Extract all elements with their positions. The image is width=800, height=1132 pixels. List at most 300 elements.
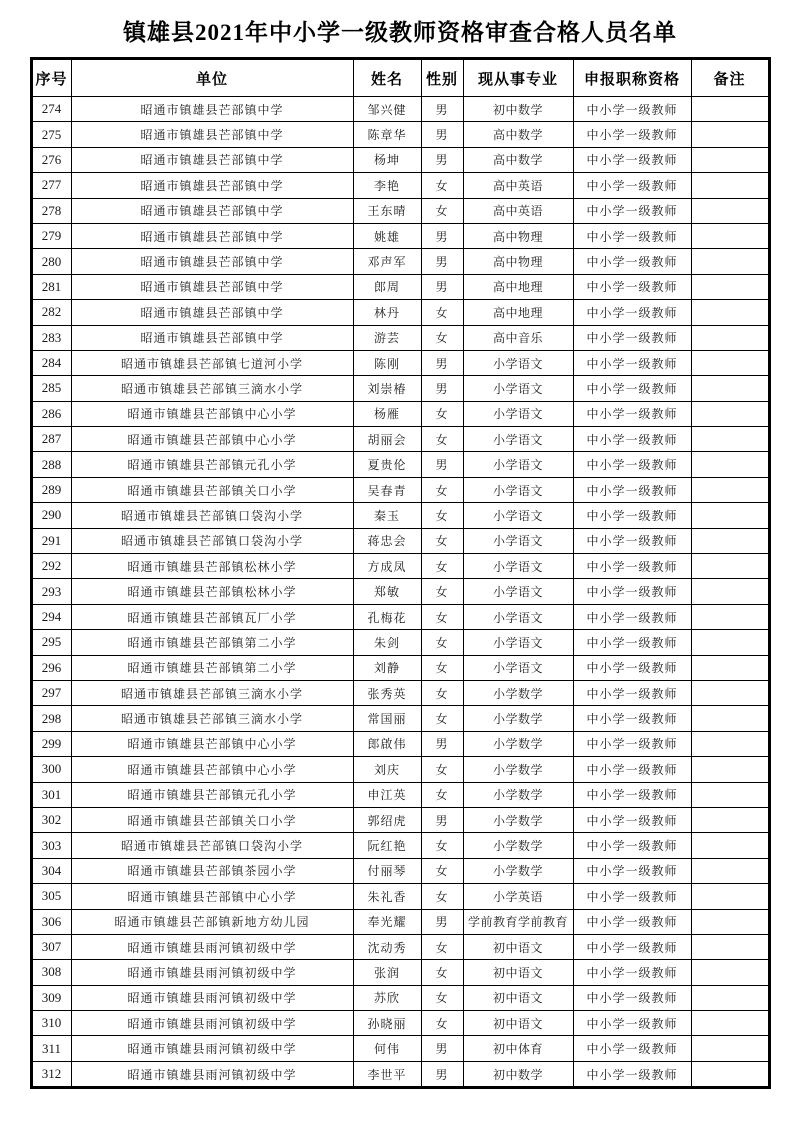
cell-index: 274 xyxy=(31,97,71,122)
cell-gender: 女 xyxy=(421,477,463,502)
table-row xyxy=(31,782,769,807)
cell-major: 高中数学 xyxy=(463,147,573,172)
table-row xyxy=(31,884,769,909)
cell-index: 305 xyxy=(31,884,71,909)
table-row xyxy=(31,909,769,934)
cell-title: 中小学一级教师 xyxy=(573,477,691,502)
cell-major: 小学语文 xyxy=(463,401,573,426)
cell-name: 何伟 xyxy=(353,1036,421,1061)
cell-remark xyxy=(691,630,769,655)
cell-title: 中小学一级教师 xyxy=(573,1011,691,1036)
table-row xyxy=(31,858,769,883)
column-header-name: 姓名 xyxy=(353,59,421,97)
cell-name: 蒋忠会 xyxy=(353,528,421,553)
table-row xyxy=(31,731,769,756)
cell-title: 中小学一级教师 xyxy=(573,655,691,680)
cell-title: 中小学一级教师 xyxy=(573,630,691,655)
table-row xyxy=(31,173,769,198)
table-row xyxy=(31,427,769,452)
cell-title: 中小学一级教师 xyxy=(573,1036,691,1061)
cell-unit: 昭通市镇雄县芒部镇中学 xyxy=(71,97,353,122)
cell-major: 初中体育 xyxy=(463,1036,573,1061)
table-row xyxy=(31,604,769,629)
cell-index: 294 xyxy=(31,604,71,629)
table-row xyxy=(31,680,769,705)
table-row xyxy=(31,757,769,782)
cell-name: 夏贵伦 xyxy=(353,452,421,477)
cell-unit: 昭通市镇雄县芒部镇三滴水小学 xyxy=(71,706,353,731)
cell-remark xyxy=(691,325,769,350)
cell-index: 297 xyxy=(31,680,71,705)
cell-unit: 昭通市镇雄县雨河镇初级中学 xyxy=(71,1061,353,1087)
cell-title: 中小学一级教师 xyxy=(573,350,691,375)
cell-unit: 昭通市镇雄县芒部镇中学 xyxy=(71,249,353,274)
cell-major: 初中数学 xyxy=(463,1061,573,1087)
cell-unit: 昭通市镇雄县芒部镇口袋沟小学 xyxy=(71,528,353,553)
cell-index: 293 xyxy=(31,579,71,604)
cell-index: 300 xyxy=(31,757,71,782)
cell-unit: 昭通市镇雄县芒部镇关口小学 xyxy=(71,477,353,502)
cell-unit: 昭通市镇雄县雨河镇初级中学 xyxy=(71,1011,353,1036)
cell-gender: 女 xyxy=(421,782,463,807)
cell-name: 付丽琴 xyxy=(353,858,421,883)
cell-unit: 昭通市镇雄县芒部镇中学 xyxy=(71,300,353,325)
cell-unit: 昭通市镇雄县芒部镇中学 xyxy=(71,173,353,198)
cell-major: 高中音乐 xyxy=(463,325,573,350)
cell-major: 小学语文 xyxy=(463,376,573,401)
cell-index: 304 xyxy=(31,858,71,883)
cell-name: 秦玉 xyxy=(353,503,421,528)
cell-major: 小学数学 xyxy=(463,858,573,883)
table-row xyxy=(31,554,769,579)
cell-unit: 昭通市镇雄县雨河镇初级中学 xyxy=(71,985,353,1010)
cell-remark xyxy=(691,249,769,274)
cell-remark xyxy=(691,731,769,756)
cell-title: 中小学一级教师 xyxy=(573,198,691,223)
cell-remark xyxy=(691,452,769,477)
cell-unit: 昭通市镇雄县芒部镇关口小学 xyxy=(71,807,353,832)
cell-title: 中小学一级教师 xyxy=(573,173,691,198)
cell-major: 小学语文 xyxy=(463,630,573,655)
cell-name: 奉光耀 xyxy=(353,909,421,934)
cell-index: 290 xyxy=(31,503,71,528)
table-row xyxy=(31,401,769,426)
cell-gender: 男 xyxy=(421,1061,463,1087)
cell-name: 邹兴健 xyxy=(353,97,421,122)
table-row xyxy=(31,706,769,731)
cell-major: 初中数学 xyxy=(463,97,573,122)
cell-title: 中小学一级教师 xyxy=(573,985,691,1010)
cell-gender: 男 xyxy=(421,807,463,832)
cell-major: 高中地理 xyxy=(463,274,573,299)
table-row xyxy=(31,807,769,832)
cell-gender: 女 xyxy=(421,630,463,655)
cell-name: 朱礼香 xyxy=(353,884,421,909)
cell-major: 高中英语 xyxy=(463,198,573,223)
cell-gender: 男 xyxy=(421,909,463,934)
cell-major: 小学语文 xyxy=(463,452,573,477)
cell-name: 孙晓丽 xyxy=(353,1011,421,1036)
cell-name: 刘崇椿 xyxy=(353,376,421,401)
cell-name: 张润 xyxy=(353,960,421,985)
cell-name: 郭绍虎 xyxy=(353,807,421,832)
cell-index: 299 xyxy=(31,731,71,756)
cell-index: 275 xyxy=(31,122,71,147)
cell-name: 游芸 xyxy=(353,325,421,350)
cell-title: 中小学一级教师 xyxy=(573,757,691,782)
cell-gender: 女 xyxy=(421,325,463,350)
cell-major: 高中英语 xyxy=(463,173,573,198)
table-header-row xyxy=(31,59,769,97)
cell-name: 郑敏 xyxy=(353,579,421,604)
table-row xyxy=(31,1011,769,1036)
cell-remark xyxy=(691,757,769,782)
cell-index: 303 xyxy=(31,833,71,858)
cell-index: 283 xyxy=(31,325,71,350)
cell-major: 小学数学 xyxy=(463,757,573,782)
cell-unit: 昭通市镇雄县雨河镇初级中学 xyxy=(71,1036,353,1061)
cell-index: 312 xyxy=(31,1061,71,1087)
cell-gender: 女 xyxy=(421,173,463,198)
cell-title: 中小学一级教师 xyxy=(573,604,691,629)
cell-major: 小学语文 xyxy=(463,579,573,604)
cell-title: 中小学一级教师 xyxy=(573,376,691,401)
cell-remark xyxy=(691,528,769,553)
cell-remark xyxy=(691,1061,769,1087)
cell-remark xyxy=(691,985,769,1010)
table-row xyxy=(31,198,769,223)
cell-title: 中小学一级教师 xyxy=(573,960,691,985)
cell-gender: 女 xyxy=(421,655,463,680)
cell-index: 302 xyxy=(31,807,71,832)
cell-name: 朱剑 xyxy=(353,630,421,655)
cell-unit: 昭通市镇雄县芒部镇中学 xyxy=(71,223,353,248)
cell-major: 小学数学 xyxy=(463,833,573,858)
cell-index: 286 xyxy=(31,401,71,426)
cell-gender: 女 xyxy=(421,579,463,604)
cell-title: 中小学一级教师 xyxy=(573,528,691,553)
cell-gender: 女 xyxy=(421,427,463,452)
table-row xyxy=(31,528,769,553)
cell-index: 291 xyxy=(31,528,71,553)
cell-remark xyxy=(691,858,769,883)
cell-gender: 男 xyxy=(421,122,463,147)
cell-gender: 女 xyxy=(421,680,463,705)
cell-title: 中小学一级教师 xyxy=(573,122,691,147)
page-title: 镇雄县2021年中小学一级教师资格审查合格人员名单 xyxy=(123,20,677,45)
cell-name: 陈章华 xyxy=(353,122,421,147)
cell-major: 高中物理 xyxy=(463,249,573,274)
cell-unit: 昭通市镇雄县芒部镇中心小学 xyxy=(71,884,353,909)
table-row xyxy=(31,579,769,604)
cell-name: 张秀英 xyxy=(353,680,421,705)
cell-gender: 女 xyxy=(421,706,463,731)
table-row xyxy=(31,503,769,528)
cell-index: 307 xyxy=(31,934,71,959)
cell-title: 中小学一级教师 xyxy=(573,807,691,832)
cell-gender: 男 xyxy=(421,274,463,299)
cell-index: 308 xyxy=(31,960,71,985)
cell-unit: 昭通市镇雄县芒部镇三滴水小学 xyxy=(71,376,353,401)
cell-gender: 女 xyxy=(421,300,463,325)
cell-title: 中小学一级教师 xyxy=(573,909,691,934)
cell-major: 小学数学 xyxy=(463,706,573,731)
cell-major: 小学数学 xyxy=(463,731,573,756)
cell-title: 中小学一级教师 xyxy=(573,452,691,477)
cell-title: 中小学一级教师 xyxy=(573,858,691,883)
cell-remark xyxy=(691,223,769,248)
column-header-index: 序号 xyxy=(31,59,71,97)
cell-index: 276 xyxy=(31,147,71,172)
cell-remark xyxy=(691,706,769,731)
cell-index: 309 xyxy=(31,985,71,1010)
cell-name: 杨坤 xyxy=(353,147,421,172)
cell-gender: 男 xyxy=(421,249,463,274)
cell-index: 306 xyxy=(31,909,71,934)
cell-remark xyxy=(691,300,769,325)
cell-remark xyxy=(691,604,769,629)
cell-gender: 男 xyxy=(421,147,463,172)
cell-title: 中小学一级教师 xyxy=(573,833,691,858)
cell-name: 常国丽 xyxy=(353,706,421,731)
cell-remark xyxy=(691,477,769,502)
cell-gender: 女 xyxy=(421,833,463,858)
cell-remark xyxy=(691,503,769,528)
cell-name: 胡丽会 xyxy=(353,427,421,452)
table-row xyxy=(31,833,769,858)
cell-unit: 昭通市镇雄县芒部镇元孔小学 xyxy=(71,782,353,807)
table-row xyxy=(31,1061,769,1087)
cell-unit: 昭通市镇雄县芒部镇中学 xyxy=(71,274,353,299)
cell-major: 小学语文 xyxy=(463,427,573,452)
cell-name: 沈动秀 xyxy=(353,934,421,959)
cell-remark xyxy=(691,807,769,832)
cell-remark xyxy=(691,173,769,198)
cell-name: 郎啟伟 xyxy=(353,731,421,756)
table-row xyxy=(31,630,769,655)
table-row xyxy=(31,249,769,274)
table-row xyxy=(31,477,769,502)
cell-remark xyxy=(691,655,769,680)
cell-remark xyxy=(691,1036,769,1061)
cell-name: 方成凤 xyxy=(353,554,421,579)
cell-unit: 昭通市镇雄县芒部镇松林小学 xyxy=(71,579,353,604)
cell-name: 李世平 xyxy=(353,1061,421,1087)
cell-gender: 男 xyxy=(421,350,463,375)
cell-gender: 女 xyxy=(421,960,463,985)
cell-index: 288 xyxy=(31,452,71,477)
cell-remark xyxy=(691,579,769,604)
table-row xyxy=(31,274,769,299)
cell-unit: 昭通市镇雄县芒部镇中学 xyxy=(71,147,353,172)
cell-remark xyxy=(691,350,769,375)
cell-name: 孔梅花 xyxy=(353,604,421,629)
cell-major: 小学语文 xyxy=(463,503,573,528)
table-row xyxy=(31,147,769,172)
cell-remark xyxy=(691,782,769,807)
cell-title: 中小学一级教师 xyxy=(573,782,691,807)
cell-gender: 男 xyxy=(421,97,463,122)
cell-gender: 女 xyxy=(421,884,463,909)
table-row xyxy=(31,376,769,401)
cell-major: 小学数学 xyxy=(463,807,573,832)
cell-title: 中小学一级教师 xyxy=(573,579,691,604)
cell-index: 301 xyxy=(31,782,71,807)
cell-unit: 昭通市镇雄县芒部镇三滴水小学 xyxy=(71,680,353,705)
cell-unit: 昭通市镇雄县芒部镇中心小学 xyxy=(71,427,353,452)
cell-unit: 昭通市镇雄县芒部镇元孔小学 xyxy=(71,452,353,477)
cell-index: 298 xyxy=(31,706,71,731)
column-header-major: 现从事专业 xyxy=(463,59,573,97)
cell-remark xyxy=(691,680,769,705)
cell-unit: 昭通市镇雄县芒部镇第二小学 xyxy=(71,655,353,680)
cell-index: 310 xyxy=(31,1011,71,1036)
cell-remark xyxy=(691,97,769,122)
cell-title: 中小学一级教师 xyxy=(573,731,691,756)
cell-gender: 女 xyxy=(421,604,463,629)
cell-title: 中小学一级教师 xyxy=(573,249,691,274)
cell-major: 高中物理 xyxy=(463,223,573,248)
column-header-remark: 备注 xyxy=(691,59,769,97)
cell-gender: 女 xyxy=(421,1011,463,1036)
cell-index: 281 xyxy=(31,274,71,299)
cell-major: 小学数学 xyxy=(463,782,573,807)
cell-unit: 昭通市镇雄县芒部镇中心小学 xyxy=(71,757,353,782)
table-row xyxy=(31,325,769,350)
cell-name: 林丹 xyxy=(353,300,421,325)
cell-unit: 昭通市镇雄县芒部镇中学 xyxy=(71,122,353,147)
cell-index: 279 xyxy=(31,223,71,248)
cell-unit: 昭通市镇雄县芒部镇口袋沟小学 xyxy=(71,503,353,528)
qualified-personnel-table xyxy=(30,57,771,1089)
cell-name: 阮红艳 xyxy=(353,833,421,858)
cell-name: 李艳 xyxy=(353,173,421,198)
cell-unit: 昭通市镇雄县芒部镇口袋沟小学 xyxy=(71,833,353,858)
cell-name: 邓声军 xyxy=(353,249,421,274)
cell-title: 中小学一级教师 xyxy=(573,1061,691,1087)
cell-remark xyxy=(691,427,769,452)
cell-index: 278 xyxy=(31,198,71,223)
cell-title: 中小学一级教师 xyxy=(573,223,691,248)
cell-remark xyxy=(691,376,769,401)
cell-gender: 女 xyxy=(421,554,463,579)
cell-gender: 男 xyxy=(421,731,463,756)
cell-title: 中小学一级教师 xyxy=(573,274,691,299)
cell-unit: 昭通市镇雄县芒部镇中心小学 xyxy=(71,731,353,756)
cell-name: 刘静 xyxy=(353,655,421,680)
cell-major: 小学语文 xyxy=(463,604,573,629)
cell-unit: 昭通市镇雄县芒部镇瓦厂小学 xyxy=(71,604,353,629)
cell-major: 小学语文 xyxy=(463,554,573,579)
cell-index: 311 xyxy=(31,1036,71,1061)
cell-remark xyxy=(691,401,769,426)
cell-gender: 女 xyxy=(421,528,463,553)
cell-name: 王东晴 xyxy=(353,198,421,223)
cell-remark xyxy=(691,884,769,909)
cell-index: 296 xyxy=(31,655,71,680)
table-row xyxy=(31,1036,769,1061)
cell-remark xyxy=(691,909,769,934)
cell-gender: 女 xyxy=(421,985,463,1010)
cell-gender: 女 xyxy=(421,198,463,223)
cell-remark xyxy=(691,147,769,172)
cell-name: 吴春青 xyxy=(353,477,421,502)
cell-major: 小学语文 xyxy=(463,350,573,375)
cell-index: 287 xyxy=(31,427,71,452)
cell-name: 申江英 xyxy=(353,782,421,807)
cell-unit: 昭通市镇雄县芒部镇茶园小学 xyxy=(71,858,353,883)
table-row xyxy=(31,985,769,1010)
column-header-unit: 单位 xyxy=(71,59,353,97)
table-row xyxy=(31,223,769,248)
cell-title: 中小学一级教师 xyxy=(573,427,691,452)
cell-title: 中小学一级教师 xyxy=(573,97,691,122)
cell-unit: 昭通市镇雄县芒部镇第二小学 xyxy=(71,630,353,655)
cell-title: 中小学一级教师 xyxy=(573,147,691,172)
cell-index: 295 xyxy=(31,630,71,655)
cell-unit: 昭通市镇雄县雨河镇初级中学 xyxy=(71,934,353,959)
cell-index: 289 xyxy=(31,477,71,502)
cell-title: 中小学一级教师 xyxy=(573,325,691,350)
cell-major: 小学语文 xyxy=(463,655,573,680)
cell-name: 苏欣 xyxy=(353,985,421,1010)
cell-unit: 昭通市镇雄县芒部镇松林小学 xyxy=(71,554,353,579)
cell-unit: 昭通市镇雄县雨河镇初级中学 xyxy=(71,960,353,985)
cell-major: 小学语文 xyxy=(463,528,573,553)
cell-remark xyxy=(691,274,769,299)
cell-unit: 昭通市镇雄县芒部镇中学 xyxy=(71,325,353,350)
cell-name: 郎周 xyxy=(353,274,421,299)
cell-remark xyxy=(691,122,769,147)
cell-gender: 男 xyxy=(421,1036,463,1061)
cell-major: 学前教育学前教育 xyxy=(463,909,573,934)
cell-gender: 男 xyxy=(421,376,463,401)
cell-gender: 女 xyxy=(421,934,463,959)
table-row xyxy=(31,452,769,477)
cell-major: 初中语文 xyxy=(463,960,573,985)
cell-unit: 昭通市镇雄县芒部镇中学 xyxy=(71,198,353,223)
cell-index: 280 xyxy=(31,249,71,274)
cell-title: 中小学一级教师 xyxy=(573,706,691,731)
cell-remark xyxy=(691,934,769,959)
cell-gender: 男 xyxy=(421,452,463,477)
cell-index: 277 xyxy=(31,173,71,198)
cell-name: 陈刚 xyxy=(353,350,421,375)
cell-name: 姚雄 xyxy=(353,223,421,248)
cell-gender: 女 xyxy=(421,503,463,528)
table-row xyxy=(31,934,769,959)
table-row xyxy=(31,97,769,122)
table-row xyxy=(31,122,769,147)
table-row xyxy=(31,300,769,325)
table-row xyxy=(31,655,769,680)
cell-title: 中小学一级教师 xyxy=(573,934,691,959)
cell-name: 杨雁 xyxy=(353,401,421,426)
cell-unit: 昭通市镇雄县芒部镇七道河小学 xyxy=(71,350,353,375)
cell-index: 285 xyxy=(31,376,71,401)
cell-title: 中小学一级教师 xyxy=(573,680,691,705)
cell-gender: 女 xyxy=(421,858,463,883)
cell-title: 中小学一级教师 xyxy=(573,300,691,325)
cell-major: 初中语文 xyxy=(463,985,573,1010)
column-header-title: 申报职称资格 xyxy=(573,59,691,97)
cell-unit: 昭通市镇雄县芒部镇新地方幼儿园 xyxy=(71,909,353,934)
cell-remark xyxy=(691,554,769,579)
cell-major: 初中语文 xyxy=(463,1011,573,1036)
cell-name: 刘庆 xyxy=(353,757,421,782)
table-row xyxy=(31,350,769,375)
column-header-gender: 性别 xyxy=(421,59,463,97)
